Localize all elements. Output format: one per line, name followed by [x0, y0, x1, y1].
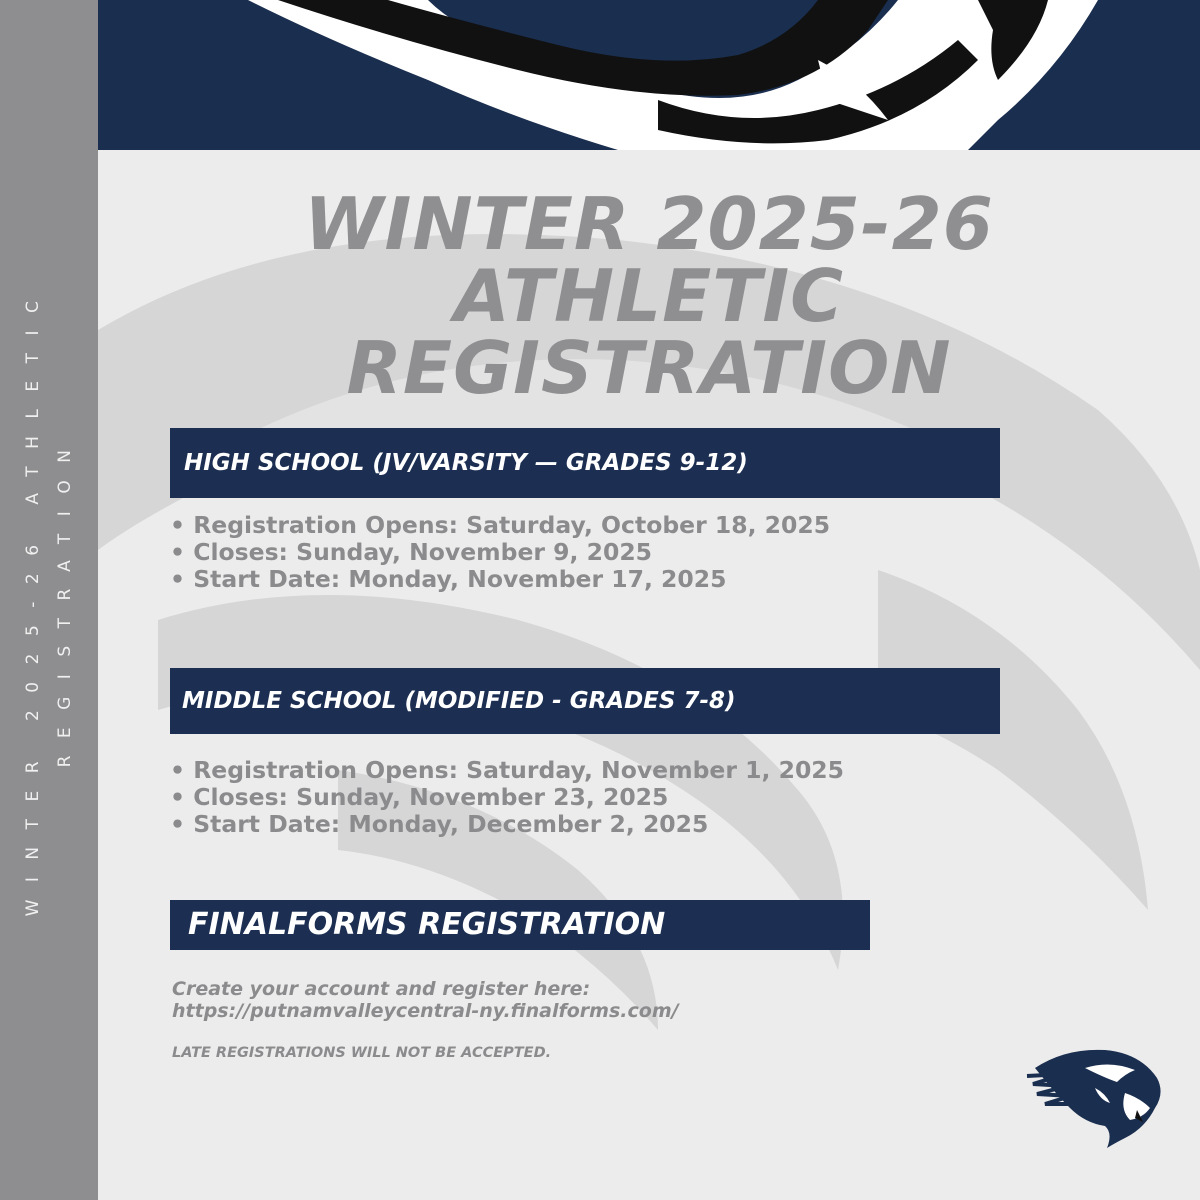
title-line-2: ATHLETIC — [453, 254, 844, 338]
high-school-heading: HIGH SCHOOL (JV/VARSITY — GRADES 9-12) — [170, 428, 1000, 498]
list-item: • Closes: Sunday, November 9, 2025 — [170, 538, 653, 566]
list-item: • Start Date: Monday, November 17, 2025 — [170, 565, 727, 593]
sidebar-vertical-text — [17, 284, 81, 917]
list-item: • Closes: Sunday, November 23, 2025 — [170, 783, 669, 811]
list-item: • Start Date: Monday, December 2, 2025 — [170, 810, 709, 838]
top-banner — [98, 0, 1200, 150]
finalforms-link[interactable]: https://putnamvalleycentral-ny.finalforms.com/ — [172, 1000, 679, 1022]
finalforms-instructions — [172, 978, 679, 1022]
high-school-dates — [170, 512, 830, 593]
middle-school-dates — [170, 757, 844, 838]
list-item: • Registration Opens: Saturday, October 18, 2025 — [170, 511, 831, 539]
sidebar — [0, 0, 98, 1200]
sidebar-line-1: WINTER 2025-26 ATHLETIC — [23, 283, 43, 917]
title-line-1: WINTER 2025-26 — [304, 182, 994, 266]
page-title — [98, 182, 1200, 410]
tiger-head-illustration — [98, 0, 1200, 150]
title-line-3: REGISTRATION — [346, 326, 952, 410]
finalforms-heading: FINALFORMS REGISTRATION — [170, 900, 870, 950]
late-registration-notice: LATE REGISTRATIONS WILL NOT BE ACCEPTED. — [172, 1045, 552, 1061]
finalforms-instruction-line: Create your account and register here: — [172, 978, 591, 1000]
list-item: • Registration Opens: Saturday, November 1, 2025 — [170, 756, 845, 784]
middle-school-heading: MIDDLE SCHOOL (MODIFIED - GRADES 7-8) — [170, 668, 1000, 734]
sidebar-line-2: REGISTRATION — [55, 432, 75, 768]
tiger-logo-icon — [1025, 1038, 1165, 1150]
